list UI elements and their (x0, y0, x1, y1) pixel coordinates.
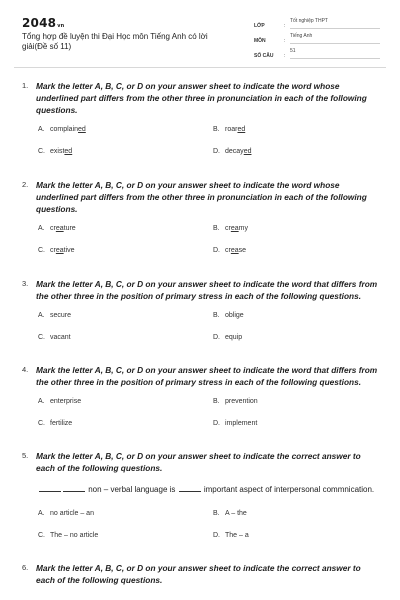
question-number: 2. (22, 180, 29, 189)
option-text: crease (225, 247, 247, 254)
question-prompt: Mark the letter A, B, C, or D on your answer sheet to indicate the word whose underlined part differs from the other three in pronunciation in each of the following questions. (36, 180, 367, 214)
question-number: 6. (22, 563, 29, 572)
option-text: no article – an (50, 510, 94, 517)
option-letter: D. (213, 420, 220, 427)
answer-option[interactable] (213, 126, 373, 148)
question-number: 1. (22, 81, 29, 90)
question-list (22, 80, 378, 596)
answer-option[interactable] (213, 312, 373, 334)
meta-label: LỚP (254, 23, 265, 29)
question-block (22, 179, 378, 269)
meta-value: 51 (290, 48, 380, 59)
meta-label: MÔN (254, 38, 266, 44)
option-text: creative (50, 247, 75, 254)
question-header (22, 364, 378, 388)
option-text: fertilize (50, 420, 73, 427)
answer-options (38, 510, 378, 554)
question-prompt: Mark the letter A, B, C, or D on your answer sheet to indicate the correct answer to each of the following questions. (36, 451, 361, 473)
option-letter: C. (38, 532, 45, 539)
answer-option[interactable] (38, 312, 213, 334)
header-divider (14, 67, 386, 68)
option-letter: A. (38, 126, 45, 133)
question-header (22, 450, 378, 474)
answer-option[interactable] (38, 148, 213, 170)
meta-row-class: LỚP : Tốt nghiệp THPT (254, 16, 380, 29)
option-text: secure (50, 312, 72, 319)
answer-blank (179, 491, 201, 492)
option-letter: B. (213, 312, 220, 319)
option-letter: B. (213, 398, 220, 405)
option-letter: D. (213, 247, 220, 254)
question-block (22, 278, 378, 356)
document-title: Tổng hợp đề luyện thi Đại Học môn Tiếng Anh có lời giải(Đề số 11) (22, 32, 208, 51)
answer-option[interactable] (38, 225, 213, 247)
option-letter: A. (38, 312, 45, 319)
answer-option[interactable] (213, 225, 373, 247)
option-letter: A. (38, 225, 45, 232)
answer-option[interactable] (38, 126, 213, 148)
question-block (22, 80, 378, 170)
option-letter: A. (38, 510, 45, 517)
sentence-text: important aspect of interpersonal commnication. (201, 485, 375, 494)
question-prompt: Mark the letter A, B, C, or D on your answer sheet to indicate the correct answer to each of the following questions. (36, 563, 361, 585)
question-header (22, 80, 378, 116)
answer-option[interactable] (213, 532, 373, 554)
option-letter: B. (213, 225, 220, 232)
answer-option[interactable] (38, 334, 213, 356)
option-text: oblige (225, 312, 244, 319)
answer-option[interactable] (213, 247, 373, 269)
option-letter: A. (38, 398, 45, 405)
question-prompt: Mark the letter A, B, C, or D on your answer sheet to indicate the word that differs from the other three in the position of primary stress in each of the following questions. (36, 279, 378, 301)
answer-option[interactable] (213, 398, 373, 420)
option-text: implement (225, 420, 258, 427)
option-letter: B. (213, 126, 220, 133)
question-prompt: Mark the letter A, B, C, or D on your answer sheet to indicate the word whose underlined part differs from the other three in pronunciation in each of the following questions. (36, 81, 367, 115)
option-letter: C. (38, 148, 45, 155)
meta-row-subject: MÔN : Tiếng Anh (254, 31, 380, 44)
question-header (22, 562, 378, 586)
option-letter: D. (213, 334, 220, 341)
question-block (22, 562, 378, 596)
answer-option[interactable] (213, 420, 373, 442)
answer-option[interactable] (38, 532, 213, 554)
question-header (22, 278, 378, 302)
option-letter: C. (38, 420, 45, 427)
answer-option[interactable] (38, 510, 213, 532)
answer-option[interactable] (213, 510, 373, 532)
answer-option[interactable] (38, 398, 213, 420)
question-number: 3. (22, 279, 29, 288)
exam-meta (254, 16, 380, 61)
question-header (22, 179, 378, 215)
answer-option[interactable] (38, 420, 213, 442)
option-text: A – the (225, 510, 247, 517)
answer-option[interactable] (213, 334, 373, 356)
option-text: creature (50, 225, 76, 232)
question-prompt: Mark the letter A, B, C, or D on your answer sheet to indicate the word that differs from the other three in the position of primary stress in each of the following questions. (36, 365, 378, 387)
option-text: complained (50, 126, 86, 133)
site-logo[interactable]: 2048vn (22, 16, 65, 30)
answer-option[interactable] (38, 247, 213, 269)
answer-blank (39, 491, 61, 492)
option-letter: C. (38, 334, 45, 341)
option-letter: D. (213, 532, 220, 539)
question-number: 4. (22, 365, 29, 374)
answer-options (38, 398, 378, 442)
option-text: The – a (225, 532, 249, 539)
sentence-text: non – verbal language is (86, 485, 178, 494)
fill-in-sentence (38, 484, 378, 496)
option-text: existed (50, 148, 73, 155)
option-text: equip (225, 334, 243, 341)
option-text: decayed (225, 148, 252, 155)
option-text: enterprise (50, 398, 82, 405)
option-text: roared (225, 126, 246, 133)
answer-blank (63, 491, 85, 492)
answer-options (38, 312, 378, 356)
question-block (22, 364, 378, 442)
option-text: creamy (225, 225, 248, 232)
option-text: prevention (225, 398, 258, 405)
answer-option[interactable] (213, 148, 373, 170)
meta-value: Tốt nghiệp THPT (290, 18, 380, 29)
question-block (22, 450, 378, 554)
option-text: The – no article (50, 532, 99, 539)
option-text: vacant (50, 334, 71, 341)
answer-options (38, 225, 378, 269)
option-letter: C. (38, 247, 45, 254)
meta-row-question-count: SỐ CÂU : 51 (254, 46, 380, 59)
answer-options (38, 126, 378, 170)
meta-label: SỐ CÂU (254, 53, 274, 59)
document-header (22, 14, 378, 62)
question-number: 5. (22, 451, 29, 460)
meta-value: Tiếng Anh (290, 33, 380, 44)
option-letter: B. (213, 510, 220, 517)
option-letter: D. (213, 148, 220, 155)
